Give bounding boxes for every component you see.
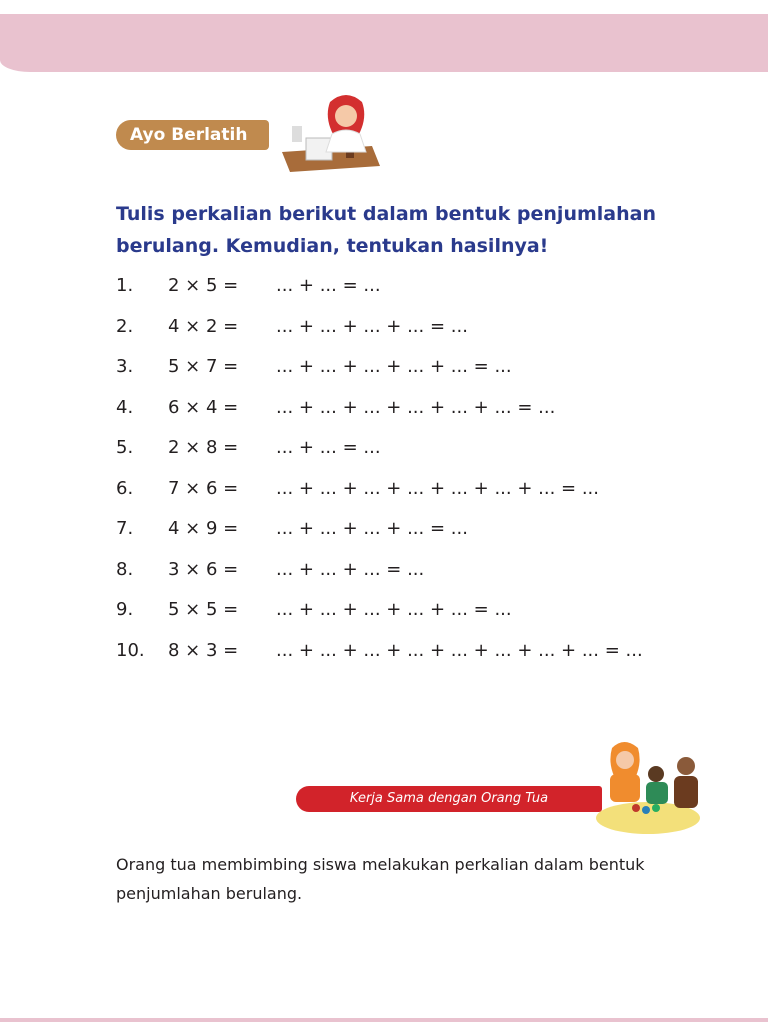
problem-item: [116, 550, 736, 591]
problem-number: 1.: [116, 275, 134, 296]
problem-expression: 3 × 6 =: [168, 558, 239, 580]
family-illustration: [592, 738, 712, 838]
problem-answer: ... + ... = ...: [276, 275, 381, 296]
problem-expression: 5 × 7 =: [168, 356, 239, 377]
problem-list: [116, 266, 736, 671]
problem-number: 10.: [116, 639, 145, 661]
problem-number: 9.: [116, 599, 134, 620]
bottom-band: [0, 1018, 768, 1022]
problem-number: 2.: [116, 315, 134, 337]
problem-number: 4.: [116, 396, 134, 418]
problem-answer: ... + ... + ... + ... + ... + ... + ... + ... = ...: [276, 639, 643, 661]
problem-number: 6.: [116, 477, 134, 499]
problem-expression: 5 × 5 =: [168, 599, 239, 620]
problem-item: [116, 307, 736, 348]
ayo-berlatih-header: [112, 90, 382, 180]
instruction-text: Tulis perkalian berikut dalam bentuk penjumlahan berulang. Kemudian, tentukan hasilnya!: [116, 203, 656, 257]
problem-answer: ... + ... + ... + ... + ... + ... + ... = ...: [276, 477, 599, 499]
problem-number: 5.: [116, 437, 134, 458]
problem-expression: 6 × 4 =: [168, 396, 239, 418]
problem-expression: 4 × 2 =: [168, 315, 239, 337]
problem-answer: ... + ... + ... + ... + ... + ... = ...: [276, 396, 556, 418]
problem-answer: ... + ... + ... + ... + ... = ...: [276, 599, 512, 620]
problem-item: [116, 428, 736, 469]
problem-item: [116, 388, 736, 429]
top-band: [0, 14, 768, 72]
problem-answer: ... + ... + ... + ... = ...: [276, 315, 468, 337]
problem-answer: ... + ... + ... = ...: [276, 558, 425, 580]
problem-answer: ... + ... + ... + ... + ... = ...: [276, 356, 512, 377]
problem-number: 3.: [116, 356, 134, 377]
section-label: Ayo Berlatih: [116, 120, 269, 150]
problem-answer: ... + ... + ... + ... = ...: [276, 518, 468, 539]
parent-note: Orang tua membimbing siswa melakukan perkalian dalam bentuk penjumlahan berulang.: [116, 855, 645, 903]
problem-expression: 2 × 5 =: [168, 275, 239, 296]
problem-answer: ... + ... = ...: [276, 437, 381, 458]
problem-item: [116, 266, 736, 307]
problem-item: [116, 631, 736, 672]
kerja-sama-header: [292, 738, 712, 838]
problem-expression: 2 × 8 =: [168, 437, 239, 458]
problem-expression: 4 × 9 =: [168, 518, 239, 539]
kerja-sama-label: Kerja Sama dengan Orang Tua: [296, 786, 602, 812]
problem-expression: 8 × 3 =: [168, 639, 239, 661]
problem-number: 8.: [116, 558, 134, 580]
problem-item: [116, 590, 736, 631]
student-writing-illustration: [272, 90, 382, 180]
problem-item: [116, 509, 736, 550]
problem-item: [116, 469, 736, 510]
problem-number: 7.: [116, 518, 134, 539]
problem-expression: 7 × 6 =: [168, 477, 239, 499]
problem-item: [116, 347, 736, 388]
